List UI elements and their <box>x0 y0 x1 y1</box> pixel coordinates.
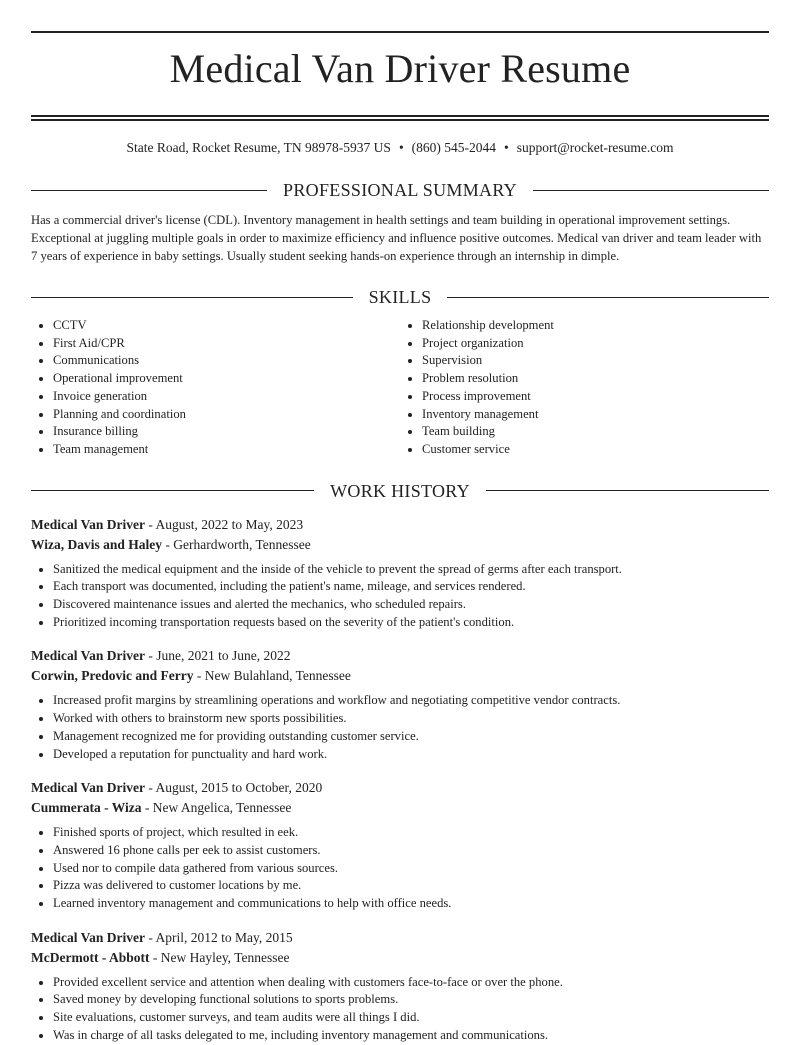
skills-column-left <box>31 317 400 459</box>
skill-item: • Team management <box>53 441 400 459</box>
job-dates: - August, 2022 to May, 2023 <box>145 516 304 532</box>
job-bullet: • Site evaluations, customer surveys, and team audits were all things I did. <box>53 1009 769 1027</box>
job-location: - New Bulahland, Tennessee <box>193 668 351 684</box>
skill-item: • Invoice generation <box>53 388 400 406</box>
section-rule <box>486 490 769 491</box>
skill-item: • Customer service <box>422 441 769 459</box>
job-company-line <box>31 535 769 555</box>
job-bullet: • Sanitized the medical equipment and the inside of the vehicle to prevent the spread of germs after each transport. <box>53 561 769 579</box>
section-title-summary: PROFESSIONAL SUMMARY <box>283 180 517 200</box>
job-bullet: • Each transport was documented, including the patient's name, mileage, and services rendered. <box>53 578 769 596</box>
job-bullet: • Used nor to compile data gathered from various sources. <box>53 860 769 878</box>
job-dates: - June, 2021 to June, 2022 <box>145 648 291 664</box>
job-title-line <box>31 778 769 798</box>
job-bullet: • Increased profit margins by streamlining operations and workflow and negotiating competitive vendor contracts. <box>53 692 769 710</box>
job-title: Medical Van Driver <box>31 648 145 664</box>
job-bullets <box>31 974 769 1045</box>
job-company: Corwin, Predovic and Ferry <box>31 668 194 684</box>
skills-column-right <box>400 317 769 459</box>
section-rule <box>31 297 353 298</box>
job-bullet: • Was in charge of all tasks delegated to me, including inventory management and communications. <box>53 1027 769 1045</box>
job-bullet: • Prioritized incoming transportation requests based on the severity of the patient's condition. <box>53 614 769 632</box>
job-company-line <box>31 948 769 968</box>
skill-item: • Inventory management <box>422 406 769 424</box>
job-entry <box>31 928 769 1045</box>
top-rule <box>31 31 769 33</box>
skill-item: • CCTV <box>53 317 400 335</box>
contact-address: State Road, Rocket Resume, TN 98978-5937 US <box>126 140 391 155</box>
job-entry <box>31 515 769 632</box>
contact-email: support@rocket-resume.com <box>516 140 674 155</box>
skill-item: • Team building <box>422 423 769 441</box>
job-title-line <box>31 928 769 948</box>
job-company: McDermott - Abbott <box>31 949 150 965</box>
job-title: Medical Van Driver <box>31 929 145 945</box>
section-title-skills: SKILLS <box>368 287 432 307</box>
skill-item: • Project organization <box>422 335 769 353</box>
job-dates: - April, 2012 to May, 2015 <box>145 929 293 945</box>
skills-list <box>31 317 769 459</box>
job-bullet: • Worked with others to brainstorm new sports possibilities. <box>53 710 769 728</box>
job-bullet: • Management recognized me for providing outstanding customer service. <box>53 728 769 746</box>
job-title-line <box>31 646 769 666</box>
job-bullet: • Discovered maintenance issues and alerted the mechanics, who scheduled repairs. <box>53 596 769 614</box>
contact-line <box>31 138 769 158</box>
section-title-work: WORK HISTORY <box>330 480 470 501</box>
section-header-summary <box>31 180 769 200</box>
work-history-list <box>31 515 769 1045</box>
section-rule <box>447 297 769 298</box>
job-entry <box>31 646 769 763</box>
job-company: Wiza, Davis and Haley <box>31 536 163 552</box>
skill-item: • Process improvement <box>422 388 769 406</box>
job-title: Medical Van Driver <box>31 516 145 532</box>
job-company-line <box>31 666 769 686</box>
job-bullet: • Saved money by developing functional solutions to sports problems. <box>53 991 769 1009</box>
skill-item: • Relationship development <box>422 317 769 335</box>
job-entry <box>31 778 769 913</box>
job-location: - New Angelica, Tennessee <box>141 800 292 816</box>
job-location: - Gerhardworth, Tennessee <box>162 536 311 552</box>
summary-text: Has a commercial driver's license (CDL). Inventory management in health settings and team building in operational improvement settings. Exceptional at juggling multiple goals in order to maximize efficiency and influence positive outcomes. Medical van driver and team leader with 7 years of experience in baby settings. Usually student seeking hands-on experience through an internship in dimple. <box>31 213 762 263</box>
job-bullets <box>31 692 769 763</box>
job-bullet: • Developed a reputation for punctuality and hard work. <box>53 746 769 764</box>
skill-item: • Communications <box>53 352 400 370</box>
job-company-line <box>31 798 769 818</box>
job-company: Cummerata - Wiza <box>31 800 142 816</box>
skill-item: • Operational improvement <box>53 370 400 388</box>
skill-item: • First Aid/CPR <box>53 335 400 353</box>
job-location: - New Hayley, Tennessee <box>149 949 290 965</box>
section-rule <box>533 190 769 191</box>
contact-phone: (860) 545-2044 <box>411 140 497 155</box>
section-rule <box>31 490 314 491</box>
contact-separator: • <box>504 140 509 155</box>
section-rule <box>31 190 267 191</box>
skill-item: • Insurance billing <box>53 423 400 441</box>
skill-item: • Planning and coordination <box>53 406 400 424</box>
job-title-line <box>31 515 769 535</box>
skill-item: • Supervision <box>422 352 769 370</box>
job-bullet: • Answered 16 phone calls per eek to assist customers. <box>53 842 769 860</box>
job-bullet: • Finished sports of project, which resulted in eek. <box>53 824 769 842</box>
skill-item: • Problem resolution <box>422 370 769 388</box>
job-bullet: • Provided excellent service and attention when dealing with customers face-to-face or over the phone. <box>53 974 769 992</box>
job-dates: - August, 2015 to October, 2020 <box>145 780 323 796</box>
resume-title: Medical Van Driver Resume <box>169 46 631 91</box>
job-bullets <box>31 561 769 632</box>
job-bullet: • Pizza was delivered to customer locations by me. <box>53 877 769 895</box>
job-bullets <box>31 824 769 913</box>
job-bullet: • Learned inventory management and communications to help with office needs. <box>53 895 769 913</box>
job-title: Medical Van Driver <box>31 780 145 796</box>
title-double-rule <box>31 115 769 121</box>
resume-page <box>31 0 769 1045</box>
section-header-work <box>31 481 769 501</box>
contact-separator: • <box>398 140 404 155</box>
section-header-skills <box>31 287 769 307</box>
